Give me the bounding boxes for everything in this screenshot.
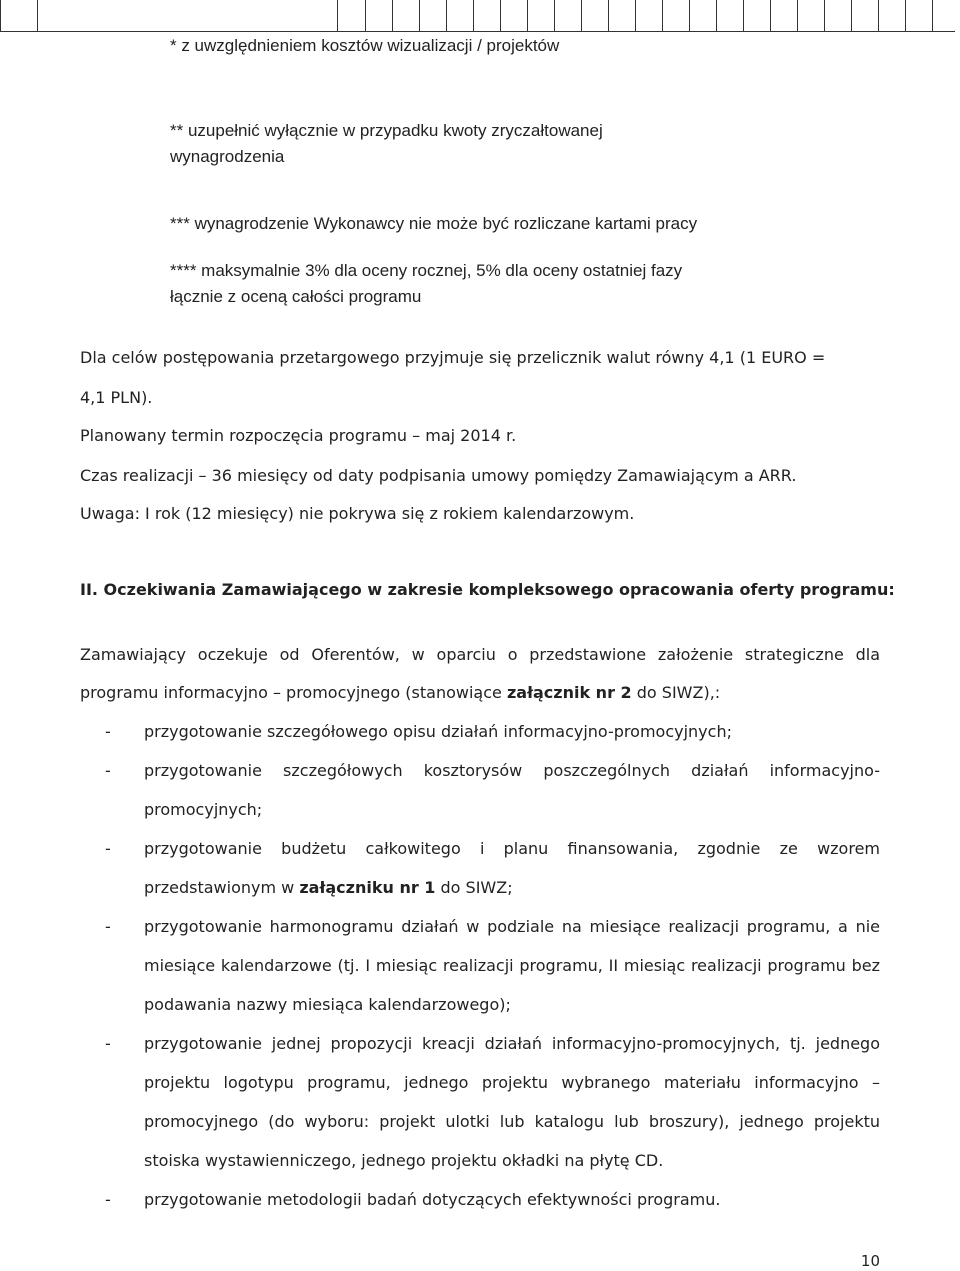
requirements-list <box>80 712 880 1219</box>
planned-start: Planowany termin rozpoczęcia programu – maj 2014 r. <box>80 426 517 445</box>
table-cell <box>825 0 852 32</box>
dash-marker: - <box>105 1190 111 1209</box>
list-item <box>80 1180 880 1219</box>
table-cell <box>0 0 38 32</box>
list-item-text: przygotowanie szczegółowego opisu działań informacyjno-promocyjnych; <box>144 722 732 741</box>
table-cell <box>420 0 447 32</box>
table-cell <box>609 0 636 32</box>
table-bottom-row <box>0 0 955 32</box>
footnote-4-line-2: łącznie z oceną całości programu <box>170 287 422 306</box>
list-item <box>80 907 880 1024</box>
table-cell <box>717 0 744 32</box>
footnote-1: * z uwzględnieniem kosztów wizualizacji / projektów <box>170 36 560 55</box>
table-cell <box>636 0 663 32</box>
footnote-2-line-2: wynagrodzenia <box>170 147 285 166</box>
table-cell <box>582 0 609 32</box>
table-cell <box>447 0 474 32</box>
list-item <box>80 712 880 751</box>
table-cell <box>798 0 825 32</box>
page-number: 10 <box>860 1252 880 1270</box>
exchange-rate-line-1: Dla celów postępowania przetargowego przyjmuje się przelicznik walut równy 4,1 (1 EURO = <box>80 348 826 367</box>
dash-marker: - <box>105 761 111 780</box>
table-cell <box>906 0 933 32</box>
duration: Czas realizacji – 36 miesięcy od daty podpisania umowy pomiędzy Zamawiającym a ARR. <box>80 466 797 485</box>
table-cell <box>528 0 555 32</box>
section-intro-attachment: załącznik nr 2 <box>506 683 632 702</box>
list-item <box>80 829 880 907</box>
note: Uwaga: I rok (12 miesięcy) nie pokrywa się z rokiem kalendarzowym. <box>80 504 635 523</box>
table-cell <box>38 0 338 32</box>
section-intro-text-a: Zamawiający oczekuje od Oferentów, w oparciu o przedstawione założenie strategiczne dla programu informacyjno – promocyjnego (stanowiące <box>80 645 880 702</box>
dash-marker: - <box>105 917 111 936</box>
table-cell <box>366 0 393 32</box>
table-cell <box>393 0 420 32</box>
list-item <box>80 1024 880 1180</box>
table-cell <box>555 0 582 32</box>
footnote-2-line-1: ** uzupełnić wyłącznie w przypadku kwoty zryczałtowanej <box>170 121 603 140</box>
table-cell <box>663 0 690 32</box>
list-item-text-end: do SIWZ; <box>435 878 513 897</box>
exchange-rate-line-2: 4,1 PLN). <box>80 388 153 407</box>
list-item-text: przygotowanie metodologii badań dotyczących efektywności programu. <box>144 1190 721 1209</box>
list-item <box>80 751 880 829</box>
table-cell <box>771 0 798 32</box>
footnote-4-line-1: **** maksymalnie 3% dla oceny rocznej, 5% dla oceny ostatniej fazy <box>170 261 683 280</box>
table-cell <box>474 0 501 32</box>
footnote-3: *** wynagrodzenie Wykonawcy nie może być rozliczane kartami pracy <box>170 214 698 233</box>
list-item-text: przygotowanie szczegółowych kosztorysów poszczególnych działań informacyjno-promocyjnych; <box>144 761 880 819</box>
list-item-text: przygotowanie budżetu całkowitego i planu finansowania, zgodnie ze wzorem przedstawionym w <box>144 839 880 897</box>
table-cell <box>501 0 528 32</box>
section-heading: II. Oczekiwania Zamawiającego w zakresie kompleksowego opracowania oferty programu: <box>80 580 895 599</box>
table-cell <box>879 0 906 32</box>
list-item-text: przygotowanie jednej propozycji kreacji działań informacyjno-promocyjnych, tj. jednego projektu logotypu programu, jednego projektu wybranego materiału informacyjno – promocyjnego (do wyboru: projekt ulotki lub katalogu lub broszury), jednego projektu stoiska wystawienniczego, jednego projektu okładki na płytę CD. <box>144 1034 880 1170</box>
list-item-attachment: załączniku nr 1 <box>299 878 436 897</box>
table-cell <box>852 0 879 32</box>
dash-marker: - <box>105 839 111 858</box>
section-intro-text-b: do SIWZ),: <box>631 683 721 702</box>
dash-marker: - <box>105 722 111 741</box>
table-cell <box>744 0 771 32</box>
table-cell <box>338 0 366 32</box>
table-cell <box>690 0 717 32</box>
section-intro <box>80 636 880 712</box>
dash-marker: - <box>105 1034 111 1053</box>
list-item-text: przygotowanie harmonogramu działań w podziale na miesiące realizacji programu, a nie miesiące kalendarzowe (tj. I miesiąc realizacji programu, II miesiąc realizacji programu bez podawania nazwy miesiąca kalendarzowego); <box>144 917 880 1014</box>
